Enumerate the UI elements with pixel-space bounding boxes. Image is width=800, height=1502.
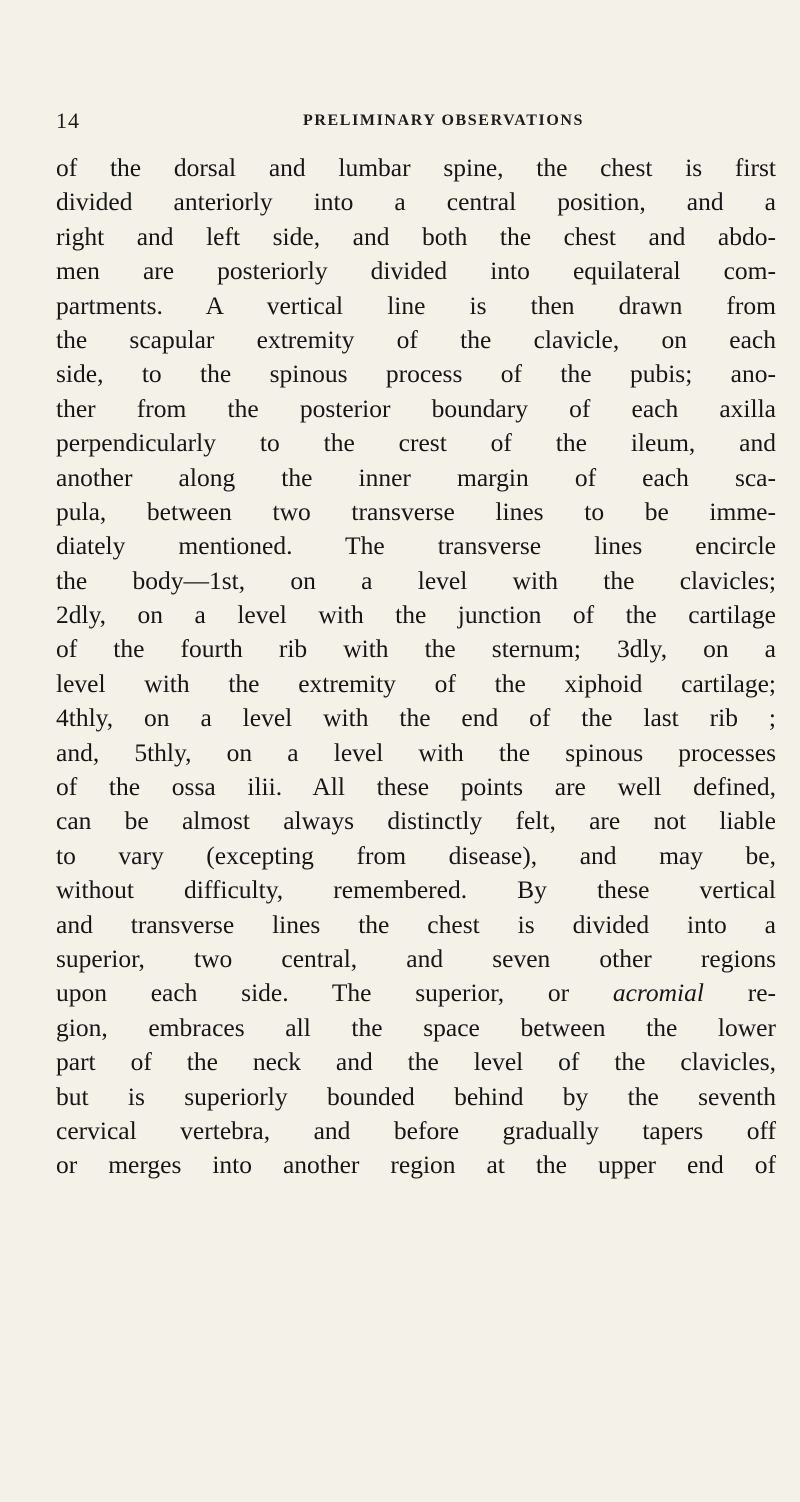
text-line: side, to the spinous process of the pubis; ano-	[56, 359, 776, 389]
text-line: superior, two central, and seven other regions	[56, 943, 776, 973]
text-line: the scapular extremity of the clavicle, on each	[56, 324, 776, 354]
text-line: level with the extremity of the xiphoid cartilage;	[56, 668, 776, 698]
text-line: pula, between two transverse lines to be imme-	[56, 496, 776, 526]
page-number: 14	[56, 108, 80, 133]
text-line: 4thly, on a level with the end of the last rib ;	[56, 703, 776, 733]
text-line: of the fourth rib with the sternum; 3dly, on a	[56, 634, 776, 664]
text-line: ther from the posterior boundary of each axilla	[56, 393, 776, 423]
text-line: partments. A vertical line is then drawn from	[56, 290, 776, 320]
text-line: cervical vertebra, and before gradually tapers off	[56, 1115, 776, 1145]
running-head	[0, 108, 800, 138]
text-line: part of the neck and the level of the clavicles,	[56, 1047, 776, 1077]
text-line: or merges into another region at the upper end of	[56, 1150, 776, 1180]
text-line: 2dly, on a level with the junction of the cartilage	[56, 600, 776, 630]
text-line: perpendicularly to the crest of the ileum, and	[56, 428, 776, 458]
text-line: and transverse lines the chest is divided into a	[56, 909, 776, 939]
text-line: the body—1st, on a level with the clavicles;	[56, 565, 776, 595]
body-text	[56, 151, 776, 1183]
text-line: another along the inner margin of each sca-	[56, 462, 776, 492]
text-line: of the ossa ilii. All these points are well defined,	[56, 772, 776, 802]
text-line: gion, embraces all the space between the lower	[56, 1012, 776, 1042]
text-line: right and left side, and both the chest and abdo-	[56, 221, 776, 251]
text-line: divided anteriorly into a central position, and a	[56, 187, 776, 217]
italic-term: acromial	[612, 978, 704, 1008]
text-line-with-italic	[56, 976, 776, 1010]
text-segment: upon each side. The superior, or	[56, 978, 570, 1008]
text-line: men are posteriorly divided into equilateral com-	[56, 256, 776, 286]
running-title: PRELIMINARY OBSERVATIONS	[303, 112, 585, 129]
text-line: to vary (excepting from disease), and may be,	[56, 840, 776, 870]
text-segment: re-	[703, 978, 777, 1008]
text-line: and, 5thly, on a level with the spinous processes	[56, 737, 776, 767]
text-line: without difficulty, remembered. By these vertical	[56, 875, 776, 905]
text-line: can be almost always distinctly felt, are not liable	[56, 806, 776, 836]
text-line: of the dorsal and lumbar spine, the chest is first	[56, 153, 776, 182]
text-line: diately mentioned. The transverse lines encircle	[56, 531, 776, 561]
text-line: but is superiorly bounded behind by the seventh	[56, 1081, 776, 1111]
